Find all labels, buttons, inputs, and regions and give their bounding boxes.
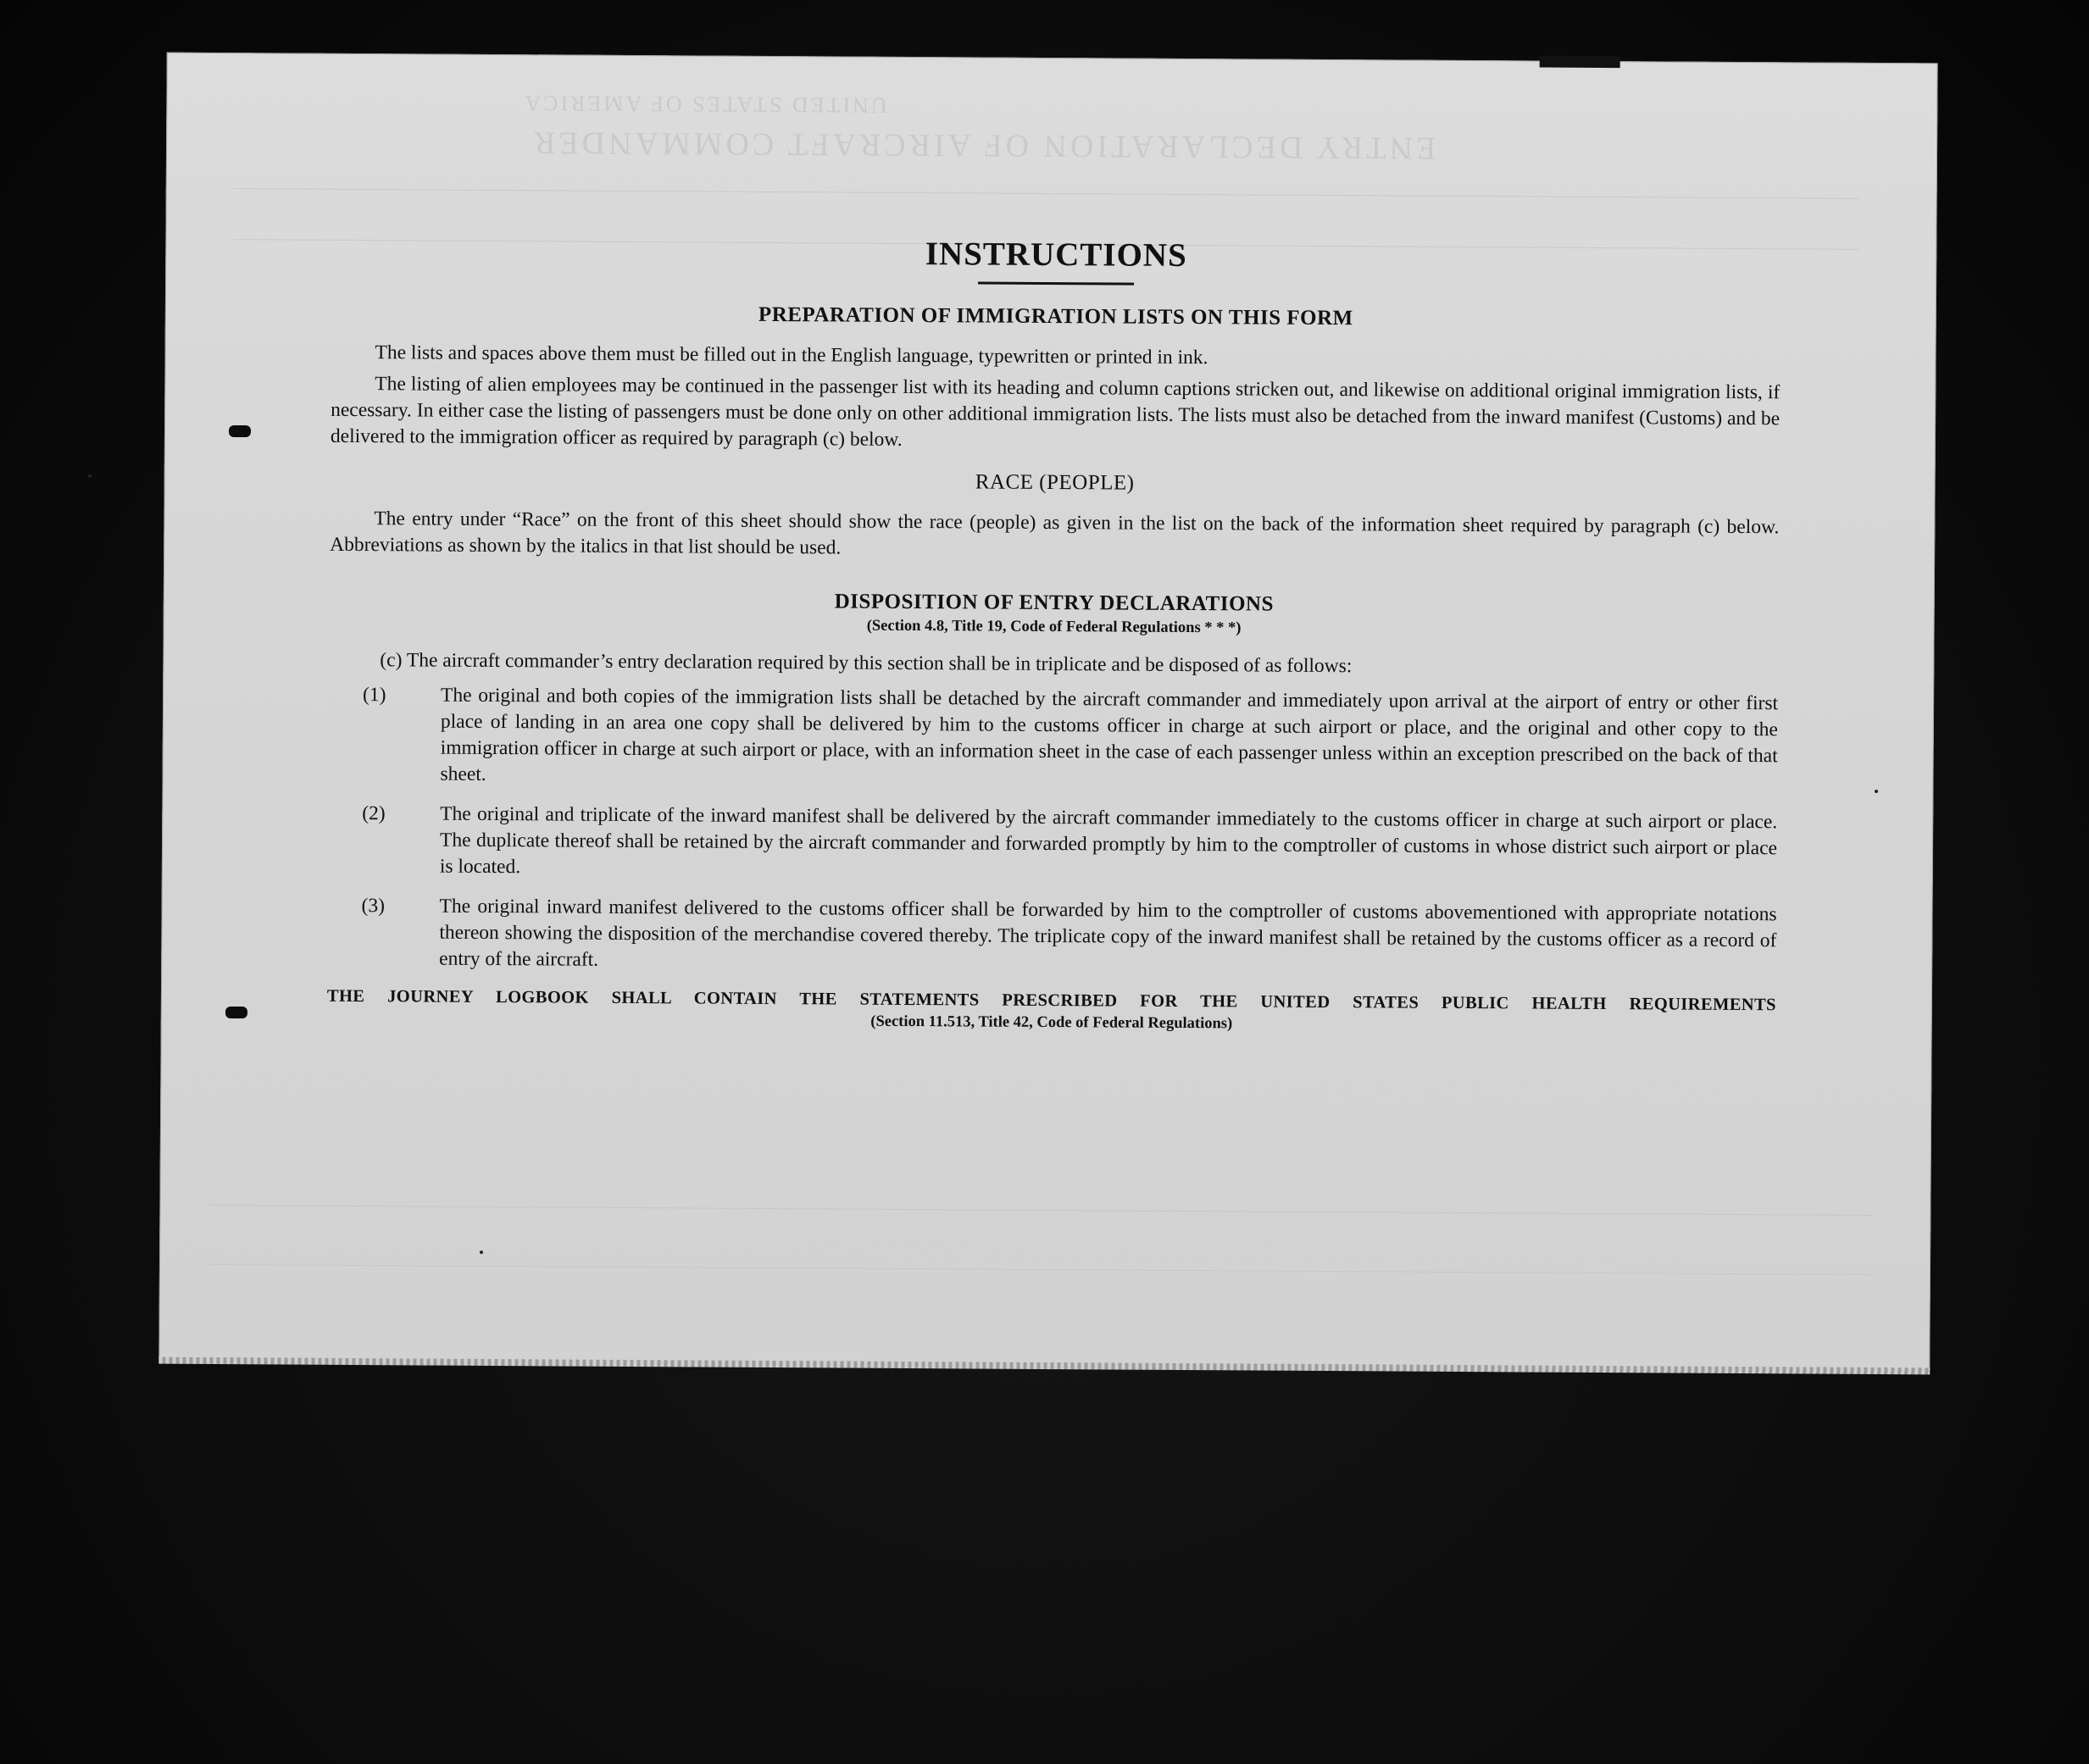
item-number: (1)	[363, 684, 386, 707]
dust-speck	[1875, 790, 1878, 793]
page-title: INSTRUCTIONS	[925, 236, 1187, 274]
bleed-through-rule	[234, 188, 1861, 199]
item-text: The original inward manifest delivered to the customs officer shall be forwarded by him to the comptroller of customs abovementioned with appropriate notations thereon showing the disposition of the merchandise covered thereby. The triplicate copy of the inward manifest shall be retained by the customs officer as a record of entry of the aircraft.	[439, 895, 1777, 971]
item-text: The original and both copies of the immigration lists shall be detached by the aircraft commander and immediately upon arrival at the airport of entry or other first place of landing in an area one copy shall be delivered by him to the customs officer in charge at such airport or place, and the original and other copy to the immigration officer in charge at such airport or place, with an information sheet in the case of each passenger unless within an exception prescribed on the back of that sheet.	[440, 684, 1779, 785]
instructions-content	[327, 231, 1781, 1036]
dust-speck	[88, 474, 92, 478]
preparation-heading: PREPARATION OF IMMIGRATION LISTS ON THIS FORM	[758, 302, 1353, 330]
footer-heading: THE JOURNEY LOGBOOK SHALL CONTAIN THE STATEMENTS PRESCRIBED FOR THE UNITED STATES PUBLIC HEALTH REQUIREMENTS	[326, 986, 1776, 1015]
bleed-through-rule	[210, 1205, 1871, 1216]
item-number: (3)	[361, 895, 386, 918]
preparation-paragraph-1: The lists and spaces above them must be filled out in the English language, typewritten or printed in ink.	[375, 341, 1208, 369]
disposition-item	[363, 682, 1779, 796]
punch-hole	[225, 1007, 247, 1018]
disposition-item	[361, 893, 1777, 980]
bleed-through-rule	[210, 1264, 1871, 1275]
preparation-paragraph-2: The listing of alien employees may be continued in the passenger list with its heading and column captions stricken out, and likewise on additional original immigration lists, if necessary. In either case the listing of passengers must be done only on other additional immigration lists. The lists must also be detached from the inward manifest (Customs) and be delivered to the immigration officer as required by paragraph (c) below.	[330, 373, 1781, 451]
race-paragraph: The entry under “Race” on the front of this sheet should show the race (people) as given in the list on the back of the information sheet required by paragraph (c) below. Abbreviations as shown by the italics in that list should be used.	[330, 508, 1780, 559]
title-underline	[978, 281, 1134, 285]
dust-speck	[480, 1251, 483, 1254]
item-number: (2)	[362, 802, 386, 825]
disposition-citation: (Section 4.8, Title 19, Code of Federal Regulations * * *)	[866, 617, 1242, 637]
disposition-heading: DISPOSITION OF ENTRY DECLARATIONS	[834, 590, 1274, 616]
item-text: The original and triplicate of the inward manifest shall be delivered by the aircraft commander immediately to the customs officer in charge at such airport or place. The duplicate thereof shall be retained by the aircraft commander and forwarded promptly by him to the comptroller of customs in whose district such airport or place is located.	[439, 802, 1778, 879]
footer-citation: (Section 11.513, Title 42, Code of Federal Regulations)	[870, 1012, 1233, 1033]
punch-hole	[229, 425, 251, 437]
bleed-through-line-2: ENTRY DECLARATION OF AIRCRAFT COMMANDER	[530, 125, 1436, 166]
bleed-through-line-1: UNITED STATES OF AMERICA	[522, 91, 887, 118]
race-heading: RACE (PEOPLE)	[975, 470, 1135, 495]
disposition-item	[362, 801, 1778, 888]
disposition-intro: (c) The aircraft commander’s entry declaration required by this section shall be in triplicate and be disposed of as follows:	[380, 649, 1353, 678]
tape-mark	[1540, 56, 1620, 69]
document-sheet	[158, 53, 1937, 1370]
